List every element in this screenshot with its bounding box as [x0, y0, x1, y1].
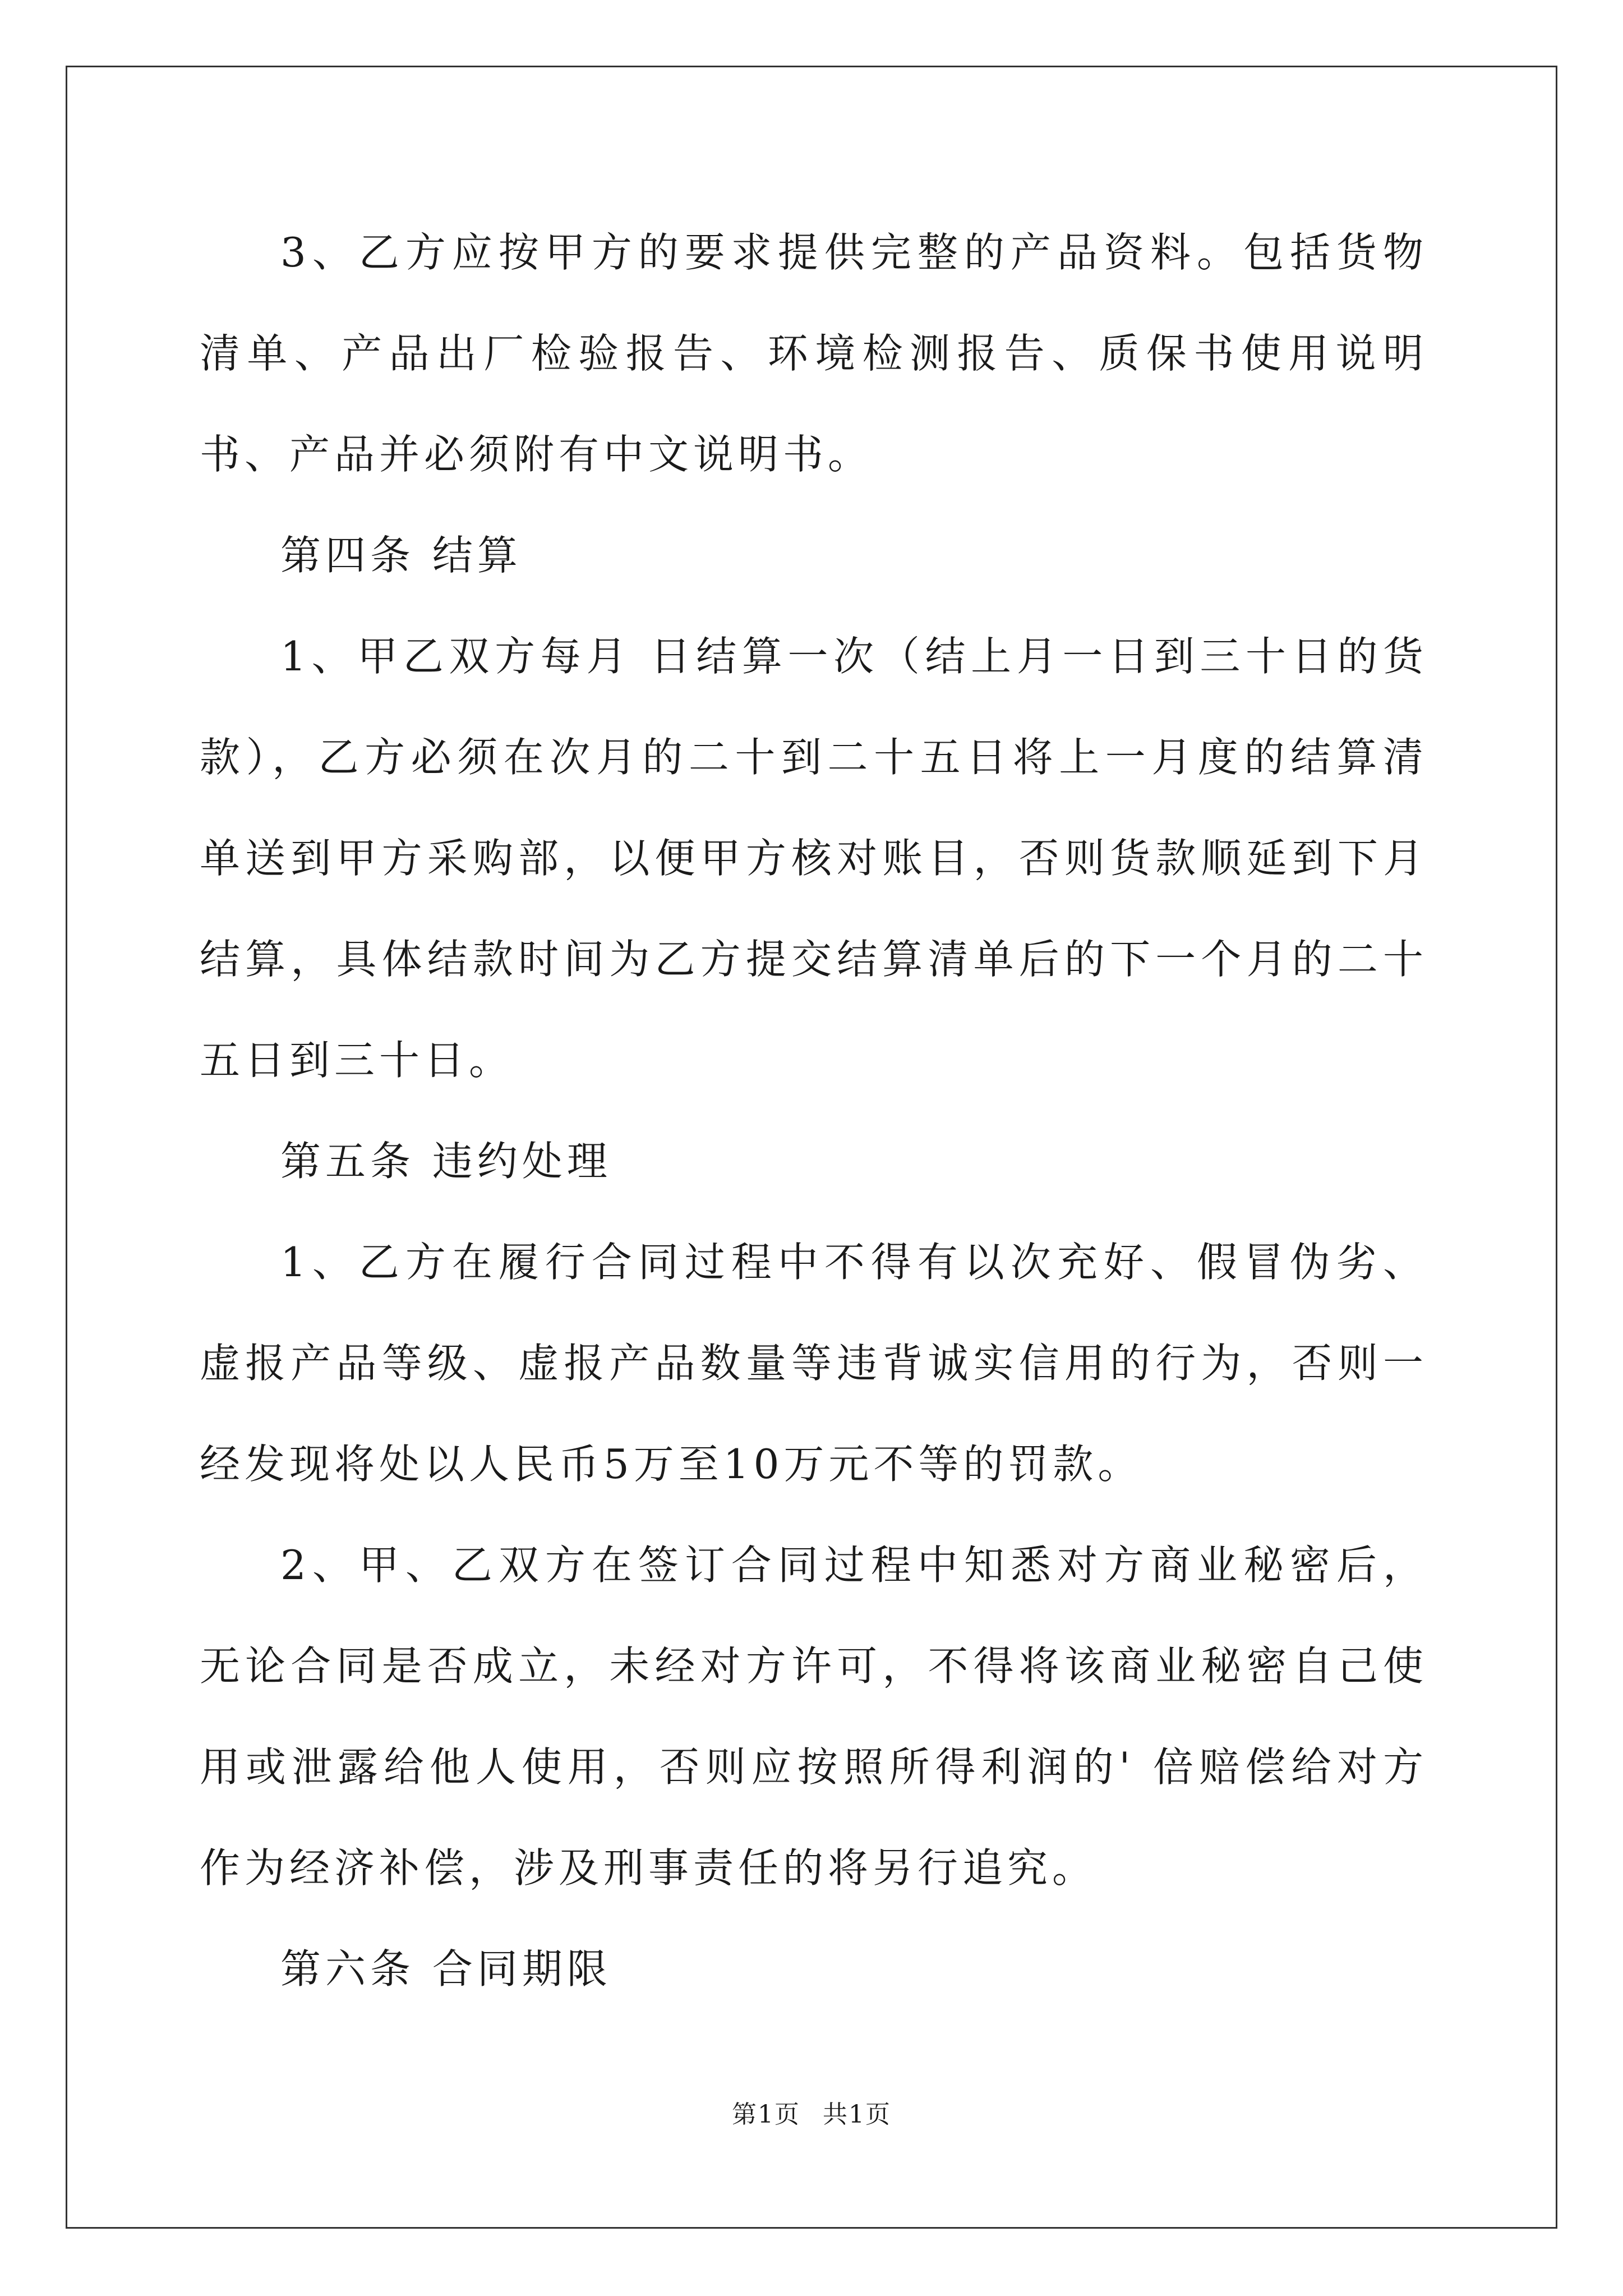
heading-article-5: 第五条 违约处理	[280, 1138, 612, 1185]
paragraph-clause-3: 3、乙方应按甲方的要求提供完整的产品资料。包括货物清单、产品出厂检验报告、环境检测报告、质保书使用说明书、产品并必须附有中文说明书。	[200, 229, 1428, 478]
page-footer	[0, 2098, 1623, 2132]
heading-article-4: 第四条 结算	[280, 532, 522, 579]
paragraph-settlement-1: 1、甲乙双方每月 日结算一次（结上月一日到三十日的货款），乙方必须在次月的二十到二十五日将上一月度的结算清单送到甲方采购部，以便甲方核对账目，否则货款顺延到下月结算，具体结款时间为乙方提交结算清单后的下一个月的二十五日到三十日。	[200, 633, 1428, 1084]
paragraph-breach-2: 2、甲、乙双方在签订合同过程中知悉对方商业秘密后，无论合同是否成立，未经对方许可，不得将该商业秘密自己使用或泄露给他人使用，否则应按照所得利润的' 倍赔偿给对方作为经济补偿，涉及刑事责任的将另行追究。	[200, 1542, 1428, 1892]
page-number: 第1页	[732, 2100, 800, 2129]
document-body	[200, 202, 1428, 2019]
heading-article-6: 第六条 合同期限	[280, 1945, 612, 1993]
page-total: 共1页	[823, 2100, 891, 2129]
paragraph-breach-1: 1、乙方在履行合同过程中不得有以次充好、假冒伪劣、虚报产品等级、虚报产品数量等违背诚实信用的行为，否则一经发现将处以人民币5万至10万元不等的罚款。	[200, 1239, 1428, 1488]
